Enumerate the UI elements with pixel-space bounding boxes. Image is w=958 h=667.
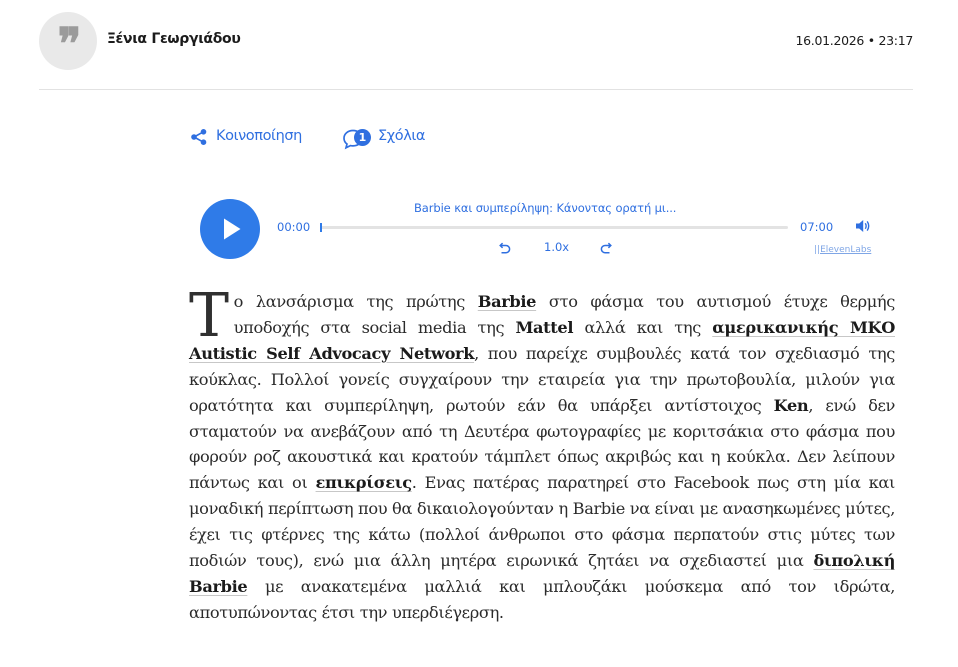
forward-icon[interactable] bbox=[600, 241, 614, 255]
article-text: . Ενας πατέρας παρατηρεί στο Facebook πως στη μία και μοναδική περίπτωση που θα δικαιολογούνταν η Barbie να είναι με ανασηκωμένες μύτες, έχει τις φτέρνες της κάτω (πολλοί άνθρωποι στο φάσμα περπατούν στις μύτες των ποδιών τους), ενώ μια άλλη μητέρα ειρωνικά ζητάει να σχεδιαστεί μια bbox=[189, 473, 895, 571]
link-barbie[interactable]: Barbie bbox=[477, 292, 537, 311]
comments-label: Σχόλια bbox=[378, 128, 426, 144]
link-ken[interactable]: Ken bbox=[773, 395, 809, 415]
progress-bar[interactable] bbox=[320, 226, 788, 229]
comment-count-badge: 1 bbox=[354, 129, 371, 146]
link-mattel[interactable]: Mattel bbox=[515, 317, 574, 337]
article-text: στο φάσμα του αυτισμού έτυχε θερμής υποδοχής στα social media της bbox=[233, 292, 895, 337]
article-text: με ανακατεμένα μαλλιά και μπλουζάκι μούσκεμα από τον ιδρώτα, αποτυπώνοντας έτσι την υπερδιέγερση. bbox=[189, 576, 895, 622]
article-body bbox=[189, 281, 896, 626]
link-asan[interactable]: αμερικανικής ΜΚΟ Autistic Self Advocacy Network bbox=[189, 317, 896, 363]
link-criticism[interactable]: επικρίσεις bbox=[315, 473, 412, 493]
author-name[interactable]: Ξένια Γεωργιάδου bbox=[107, 31, 241, 47]
play-button[interactable] bbox=[200, 199, 260, 259]
total-time: 07:00 bbox=[800, 220, 834, 234]
share-label: Κοινοποίηση bbox=[216, 128, 302, 144]
play-icon bbox=[222, 217, 242, 241]
share-icon bbox=[190, 128, 208, 146]
comments-button[interactable] bbox=[342, 126, 452, 150]
avatar bbox=[39, 12, 97, 70]
audio-player bbox=[200, 197, 880, 261]
elevenlabs-credit[interactable]: ||ElevenLabs bbox=[814, 245, 872, 255]
article-text: ο λανσάρισμα της πρώτης bbox=[233, 292, 478, 311]
article-text: αλλά και της bbox=[573, 317, 713, 337]
track-title: Barbie και συμπερίληψη: Κάνοντας ορατή μι... bbox=[414, 201, 677, 215]
rewind-icon[interactable] bbox=[497, 241, 511, 255]
article-text: , ενώ δεν σταματούν να ανεβάζουν από τη Δευτέρα φωτογραφίες με κοριτσάκια στο φάσμα που φορούν ροζ ακουστικά και κρατούν τάμπλετ όπως ακριβώς και η κούκλα. Δεν λείπουν πάντως και οι bbox=[189, 395, 895, 493]
drop-cap: Τ bbox=[189, 281, 229, 351]
share-button[interactable] bbox=[190, 126, 310, 150]
link-bipolar-barbie[interactable]: διπολική Barbie bbox=[189, 551, 895, 596]
quote-icon: ❞ bbox=[57, 19, 79, 70]
publish-datetime: 16.01.2026 • 23:17 bbox=[795, 33, 913, 48]
current-time: 00:00 bbox=[277, 220, 311, 234]
volume-icon[interactable] bbox=[855, 219, 871, 233]
progress-thumb[interactable] bbox=[320, 223, 322, 232]
author-bar bbox=[39, 12, 913, 90]
playback-speed[interactable]: 1.0x bbox=[544, 240, 570, 254]
article-text: , που παρείχε συμβουλές κατά τον σχεδιασμό της κούκλας. Πολλοί γονείς συγχαίρουν την εταιρεία για την πρωτοβουλία, μιλούν για ορατότητα και συμπερίληψη, ρωτούν εάν θα υπάρξει αντίστοιχος bbox=[189, 343, 895, 415]
